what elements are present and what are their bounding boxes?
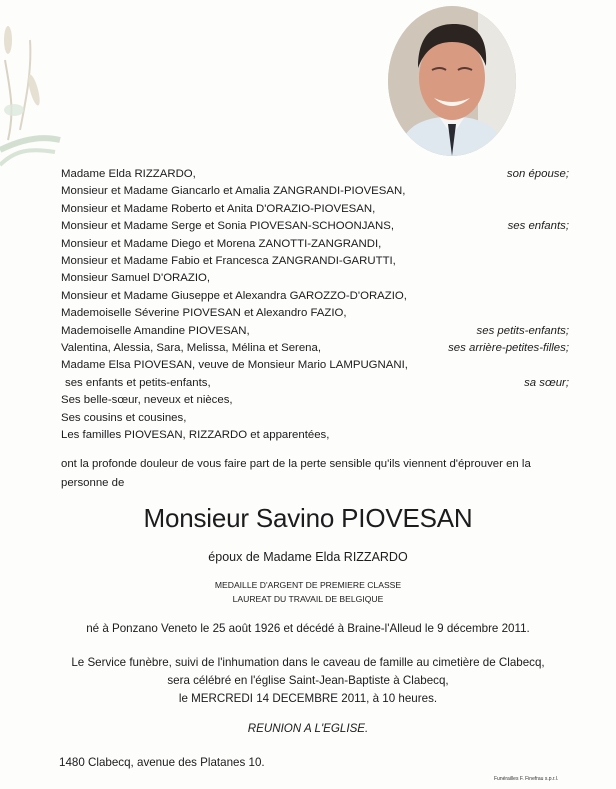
- service-line: le MERCREDI 14 DECEMBRE 2011, à 10 heures.: [178, 692, 438, 705]
- family-member: Mademoiselle Séverine PIOVESAN et Alexandro FAZIO,: [61, 307, 347, 320]
- family-member: ses enfants et petits-enfants,: [65, 376, 211, 389]
- family-row: [61, 305, 569, 322]
- family-member: Madame Elda RIZZARDO,: [61, 168, 196, 180]
- intro-line: personne de: [61, 477, 125, 489]
- funeral-service: [0, 654, 616, 708]
- service-line: Le Service funèbre, suivi de l'inhumation dans le caveau de famille au cimetière de Clabecq,: [71, 656, 545, 669]
- family-member: Monsieur et Madame Roberto et Anita D'ORAZIO-PIOVESAN,: [61, 202, 376, 215]
- printer-credit: Funérailles F. Finefrau s.p.r.l.: [494, 776, 559, 782]
- spouse-line: époux de Madame Elda RIZZARDO: [208, 550, 408, 564]
- family-row: [61, 323, 569, 340]
- family-row: [61, 410, 569, 427]
- address: 1480 Clabecq, avenue des Platanes 10.: [59, 756, 265, 769]
- family-member: Monsieur et Madame Serge et Sonia PIOVESAN-SCHOONJANS,: [61, 220, 394, 233]
- family-member: Monsieur Samuel D'ORAZIO,: [61, 272, 211, 285]
- family-member: Madame Elsa PIOVESAN, veuve de Monsieur Mario LAMPUGNANI,: [61, 359, 408, 372]
- family-row: [61, 166, 569, 183]
- family-row: [61, 183, 569, 200]
- portrait-photo: [388, 6, 516, 156]
- family-relation: ses enfants;: [507, 220, 569, 233]
- intro-line: ont la profonde douleur de vous faire part de la perte sensible qu'ils viennent d'éprouver en la: [61, 458, 531, 470]
- family-row: [61, 236, 569, 253]
- family-member: Monsieur et Madame Giancarlo et Amalia ZANGRANDI-PIOVESAN,: [61, 185, 406, 198]
- family-member: Mademoiselle Amandine PIOVESAN,: [61, 324, 250, 337]
- family-row: [61, 375, 569, 392]
- birth-death-line: né à Ponzano Veneto le 25 août 1926 et décédé à Braine-l'Alleud le 9 décembre 2011.: [86, 622, 530, 635]
- wheat-decoration: [0, 0, 70, 200]
- family-row: [61, 340, 569, 357]
- family-relation: ses arrière-petites-filles;: [448, 342, 569, 355]
- family-member: Ses belle-sœur, neveux et nièces,: [61, 394, 233, 407]
- honors: [0, 579, 616, 606]
- family-member: Monsieur et Madame Giuseppe et Alexandra GAROZZO-D'ORAZIO,: [61, 289, 407, 302]
- family-relation: ses petits-enfants;: [476, 324, 569, 337]
- family-relation: son épouse;: [506, 168, 569, 180]
- family-member: Les familles PIOVESAN, RIZZARDO et apparentées,: [61, 429, 330, 442]
- family-row: [61, 270, 569, 287]
- family-member: Monsieur et Madame Fabio et Francesca ZANGRANDI-GARUTTI,: [61, 255, 396, 268]
- family-row: [61, 427, 569, 444]
- family-member: Monsieur et Madame Diego et Morena ZANOTTI-ZANGRANDI,: [61, 237, 382, 250]
- family-row: [61, 253, 569, 270]
- family-row: [61, 218, 569, 235]
- family-member: Valentina, Alessia, Sara, Melissa, Mélina et Serena,: [61, 342, 322, 355]
- honor-line: LAUREAT DU TRAVAIL DE BELGIQUE: [232, 593, 384, 604]
- family-row: [61, 357, 569, 374]
- family-row: [61, 392, 569, 409]
- deceased-name: Monsieur Savino PIOVESAN: [143, 503, 473, 533]
- honor-line: MEDAILLE D'ARGENT DE PREMIERE CLASSE: [214, 580, 402, 590]
- announcement-intro: [61, 455, 571, 493]
- family-member: Ses cousins et cousines,: [61, 411, 187, 424]
- family-list: [61, 166, 569, 445]
- family-row: [61, 201, 569, 218]
- service-line: sera célébré en l'église Saint-Jean-Baptiste à Clabecq,: [167, 674, 449, 687]
- reunion-note: REUNION A L'EGLISE.: [247, 722, 369, 735]
- family-row: [61, 288, 569, 305]
- family-relation: sa sœur;: [524, 376, 569, 389]
